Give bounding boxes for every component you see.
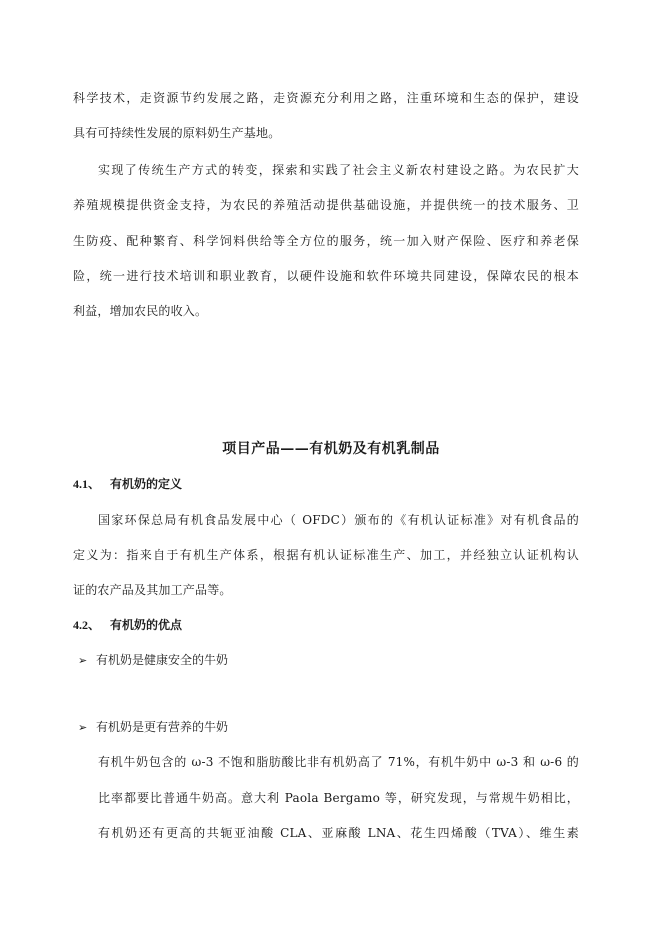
section-4-2-title: 有机奶的优点 [110, 618, 183, 632]
section-4-2-number: 4.2、 [73, 618, 101, 632]
paragraph2-line-5: 利益，增加农民的收入。 [73, 304, 208, 318]
section-4-2-heading [73, 617, 182, 633]
bullet-item-1-text: 有机奶是健康安全的牛奶 [96, 653, 229, 667]
paragraph2-line-3: 生防疫、配种繁育、科学饲料供给等全方位的服务，统一加入财产保险、医疗和养老保 [73, 234, 579, 248]
bullet-item-2-text: 有机奶是更有营养的牛奶 [96, 720, 229, 734]
section-4-2-line-2: 比率都要比普通牛奶高。意大利 Paola Bergamo 等，研究发现，与常规牛奶相比， [98, 791, 579, 805]
paragraph2-line-4: 险，统一进行技术培训和职业教育，以硬件设施和软件环境共同建设，保障农民的根本 [73, 269, 579, 283]
bullet-item-2 [78, 719, 228, 736]
paragraph2-line-2: 养殖规模提供资金支持，为农民的养殖活动提供基础设施，并提供统一的技术服务、卫 [73, 198, 579, 212]
section-4-1-title: 有机奶的定义 [110, 477, 183, 491]
section-4-2-line-3: 有机奶还有更高的共轭亚油酸 CLA、亚麻酸 LNA、花生四烯酸（TVA）、维生素 [98, 826, 579, 840]
section-4-2-line-1: 有机牛奶包含的 ω-3 不饱和脂肪酸比非有机奶高了 71%，有机牛奶中 ω-3 和 ω-6 的 [98, 755, 579, 769]
section-4-1-heading [73, 476, 182, 492]
arrow-right-icon: ➢ [78, 654, 88, 667]
bullet-item-1 [78, 652, 228, 669]
paragraph2-line-1: 实现了传统生产方式的转变，探索和实践了社会主义新农村建设之路。为农民扩大 [98, 163, 579, 177]
intro-line-2: 具有可持续性发展的原料奶生产基地。 [73, 126, 281, 140]
section-title: 项目产品——有机奶及有机乳制品 [222, 441, 440, 457]
section-4-1-line-2: 定义为：指来自于有机生产体系，根据有机认证标准生产、加工，并经独立认证机构认 [73, 548, 579, 562]
section-4-1-number: 4.1、 [73, 477, 101, 491]
section-4-1-line-1: 国家环保总局有机食品发展中心（ OFDC）颁布的《有机认证标准》对有机食品的 [98, 513, 579, 527]
arrow-right-icon: ➢ [78, 721, 88, 734]
intro-line-1: 科学技术，走资源节约发展之路，走资源充分利用之路，注重环境和生态的保护，建设 [73, 91, 579, 105]
section-4-1-line-3: 证的农产品及其加工产品等。 [73, 583, 232, 597]
